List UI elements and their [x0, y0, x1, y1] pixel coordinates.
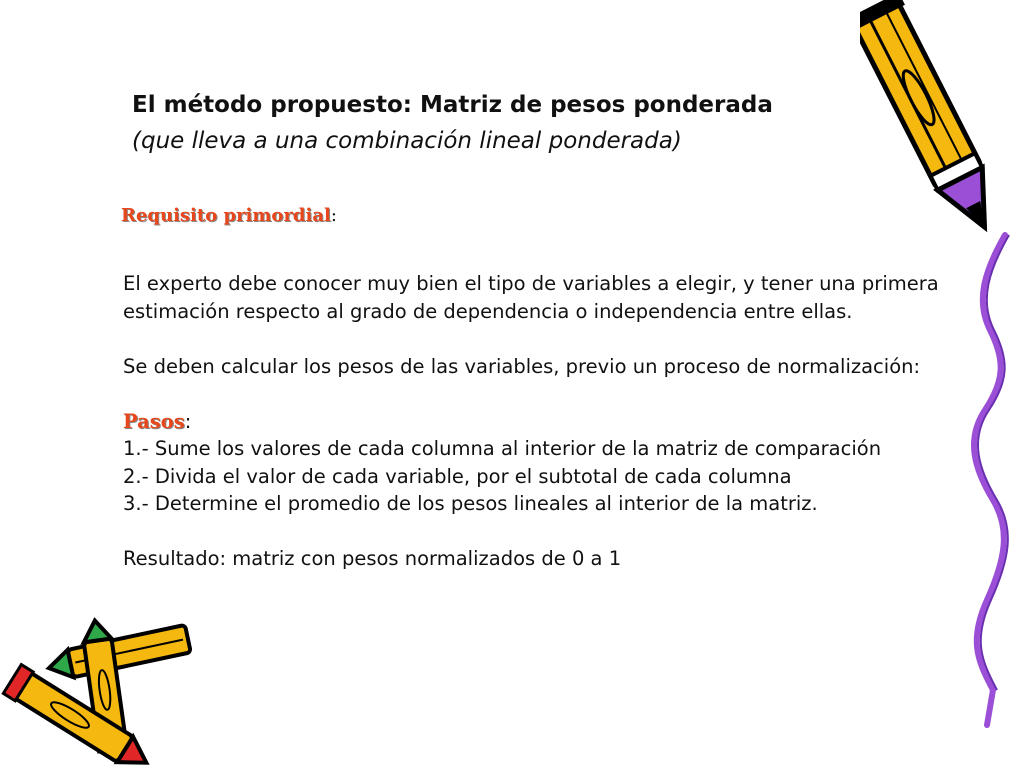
- requisito-colon: :: [330, 205, 337, 226]
- slide-body: [123, 270, 943, 573]
- pencil-icon: [860, 0, 1010, 245]
- squiggle-line: [965, 230, 1020, 730]
- paragraph-weights: Se deben calcular los pesos de las variables, previo un proceso de normalización:: [123, 354, 921, 378]
- paragraph-expert: El experto debe conocer muy bien el tipo de variables a elegir, y tener una primera estimación respecto al grado de dependencia o independencia entre ellas.: [123, 272, 939, 323]
- step-item: 2.- Divida el valor de cada variable, por el subtotal de cada columna: [123, 464, 792, 488]
- requisito-label: Requisito primordial: [121, 205, 331, 226]
- pasos-colon: :: [184, 409, 192, 433]
- slide-subtitle: (que lleva a una combinación lineal ponderada): [132, 128, 682, 154]
- pencil-cluster-icon: [0, 615, 210, 765]
- result-text: Resultado: matriz con pesos normalizados de 0 a 1: [123, 547, 622, 570]
- pasos-label: Pasos: [123, 409, 185, 433]
- pasos-heading: [123, 408, 943, 436]
- step-item: 3.- Determine el promedio de los pesos lineales al interior de la matriz.: [123, 492, 818, 515]
- slide-title: El método propuesto: Matriz de pesos ponderada: [132, 92, 773, 118]
- requisito-heading: [121, 205, 337, 226]
- step-item: 1.- Sume los valores de cada columna al interior de la matriz de comparación: [123, 437, 882, 460]
